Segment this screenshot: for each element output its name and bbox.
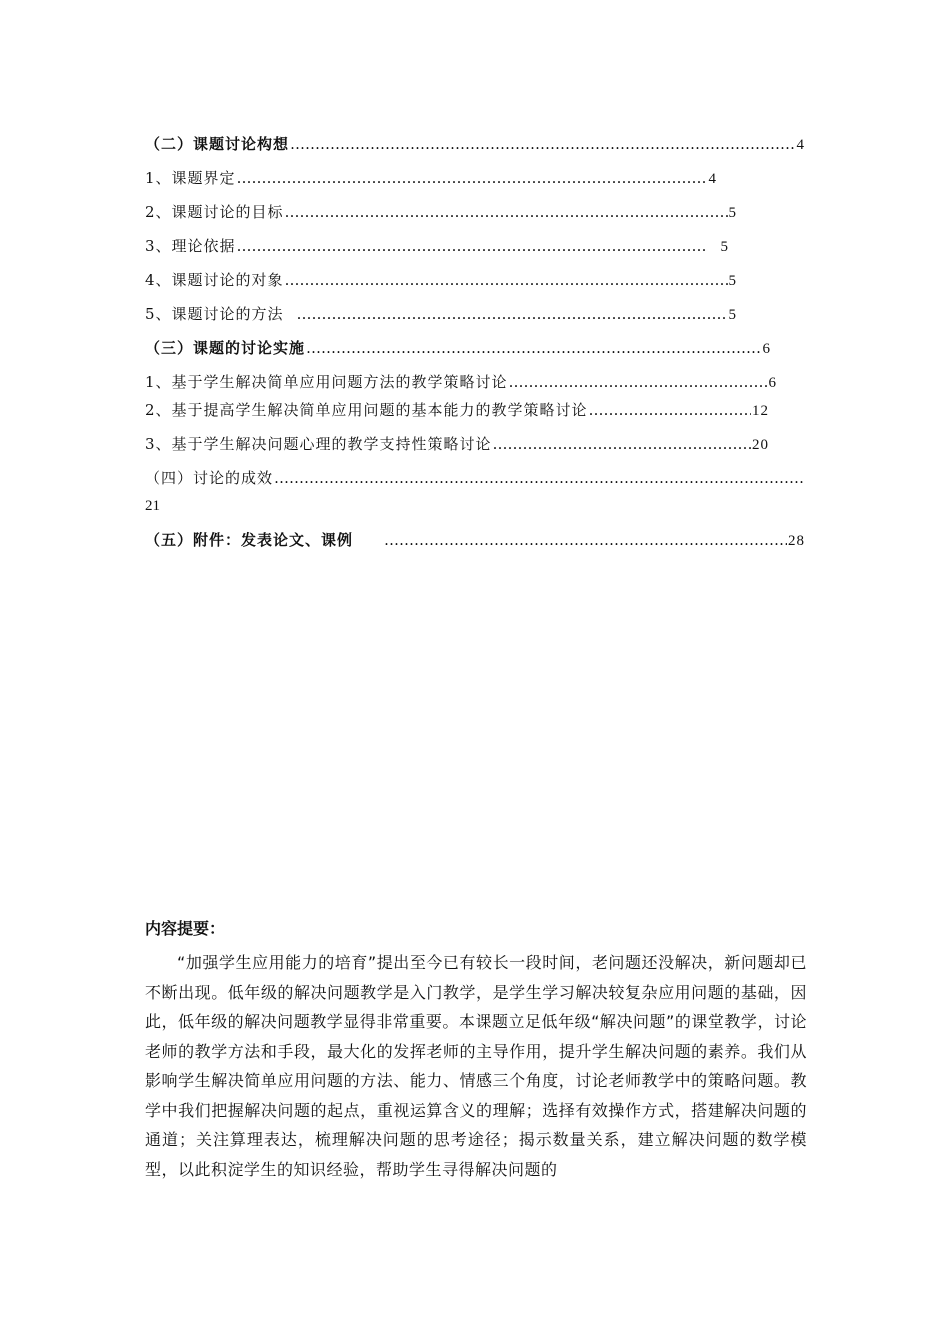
toc-leader-dots — [290, 132, 795, 156]
toc-entry-label: 3、基于学生解决问题心理的教学支持性策略讨论 — [145, 435, 492, 453]
toc-leader-dots — [237, 234, 708, 258]
toc-entry-strategy-ability[interactable] — [145, 398, 769, 432]
table-of-contents — [145, 132, 805, 562]
toc-entry-page: 5 — [728, 307, 737, 323]
toc-entry-page: 5 — [728, 273, 737, 289]
toc-entry-subjects[interactable] — [145, 268, 737, 302]
toc-entry-label: 1、基于学生解决简单应用问题方法的教学策略讨论 — [145, 373, 508, 391]
toc-entry-label: （四）讨论的成效 — [145, 469, 274, 487]
toc-entry-page: 6 — [762, 341, 771, 357]
toc-leader-dots — [509, 370, 768, 394]
toc-leader-dots — [237, 166, 708, 190]
toc-leader-dots — [589, 398, 751, 422]
toc-entry-definition[interactable] — [145, 166, 717, 200]
toc-entry-page: 28 — [788, 533, 805, 549]
toc-leader-dots — [384, 528, 787, 552]
toc-leader-dots — [274, 466, 804, 490]
toc-entry-section-3[interactable] — [145, 336, 771, 370]
toc-entry-label: 2、基于提高学生解决简单应用问题的基本能力的教学策略讨论 — [145, 401, 588, 419]
toc-entry-label: （三）课题的讨论实施 — [145, 339, 306, 357]
toc-leader-dots — [493, 432, 751, 456]
toc-entry-label: 4、课题讨论的对象 — [145, 271, 284, 289]
toc-entry-methods[interactable] — [145, 302, 737, 336]
toc-entry-section-4[interactable] — [145, 466, 805, 528]
toc-entry-page: 4 — [708, 171, 717, 187]
toc-entry-page: 4 — [796, 137, 805, 153]
toc-entry-label: 1、课题界定 — [145, 169, 236, 187]
summary-body: “加强学生应用能力的培育”提出至今已有较长一段时间，老问题还没解决，新问题却已不断出现。低年级的解决问题教学是入门教学，是学生学习解决较复杂应用问题的基础，因此，低年级的解决问题教学显得非常重要。本课题立足低年级“解决问题”的课堂教学，讨论老师的教学方法和手段，最大化的发挥老师的主导作用，提升学生解决问题的素养。我们从影响学生解决简单应用问题的方法、能力、情感三个角度，讨论老师教学中的策略问题。教学中我们把握解决问题的起点，重视运算含义的理解；选择有效操作方式，搭建解决问题的通道；关注算理表达，梳理解决问题的思考途径；揭示数量关系，建立解决问题的数学模型，以此积淀学生的知识经验，帮助学生寻得解决问题的 — [145, 953, 807, 1179]
toc-entry-page: 21 — [145, 498, 160, 514]
toc-entry-label: 2、课题讨论的目标 — [145, 203, 284, 221]
toc-entry-page: 5 — [720, 239, 729, 255]
toc-entry-page: 12 — [752, 403, 769, 419]
toc-leader-dots — [306, 336, 761, 360]
toc-entry-goals[interactable] — [145, 200, 737, 234]
toc-entry-section-2[interactable] — [145, 132, 805, 166]
content-summary — [145, 916, 807, 1184]
toc-entry-page: 20 — [752, 437, 769, 453]
toc-entry-strategy-psychology[interactable] — [145, 432, 769, 466]
toc-entry-label: 5、课题讨论的方法 — [145, 305, 284, 323]
summary-title: 内容提要： — [145, 919, 226, 938]
toc-leader-dots — [285, 200, 728, 224]
toc-entry-page: 6 — [768, 375, 777, 391]
toc-entry-section-5[interactable] — [145, 528, 805, 562]
toc-entry-theory[interactable] — [145, 234, 729, 268]
toc-leader-dots — [297, 302, 728, 326]
toc-entry-label: （二）课题讨论构想 — [145, 135, 290, 153]
toc-leader-dots — [285, 268, 728, 292]
toc-entry-page: 5 — [728, 205, 737, 221]
toc-entry-label: 3、理论依据 — [145, 237, 236, 255]
toc-entry-label: （五）附件：发表论文、课例 — [145, 531, 354, 549]
toc-entry-strategy-method[interactable] — [145, 370, 777, 398]
